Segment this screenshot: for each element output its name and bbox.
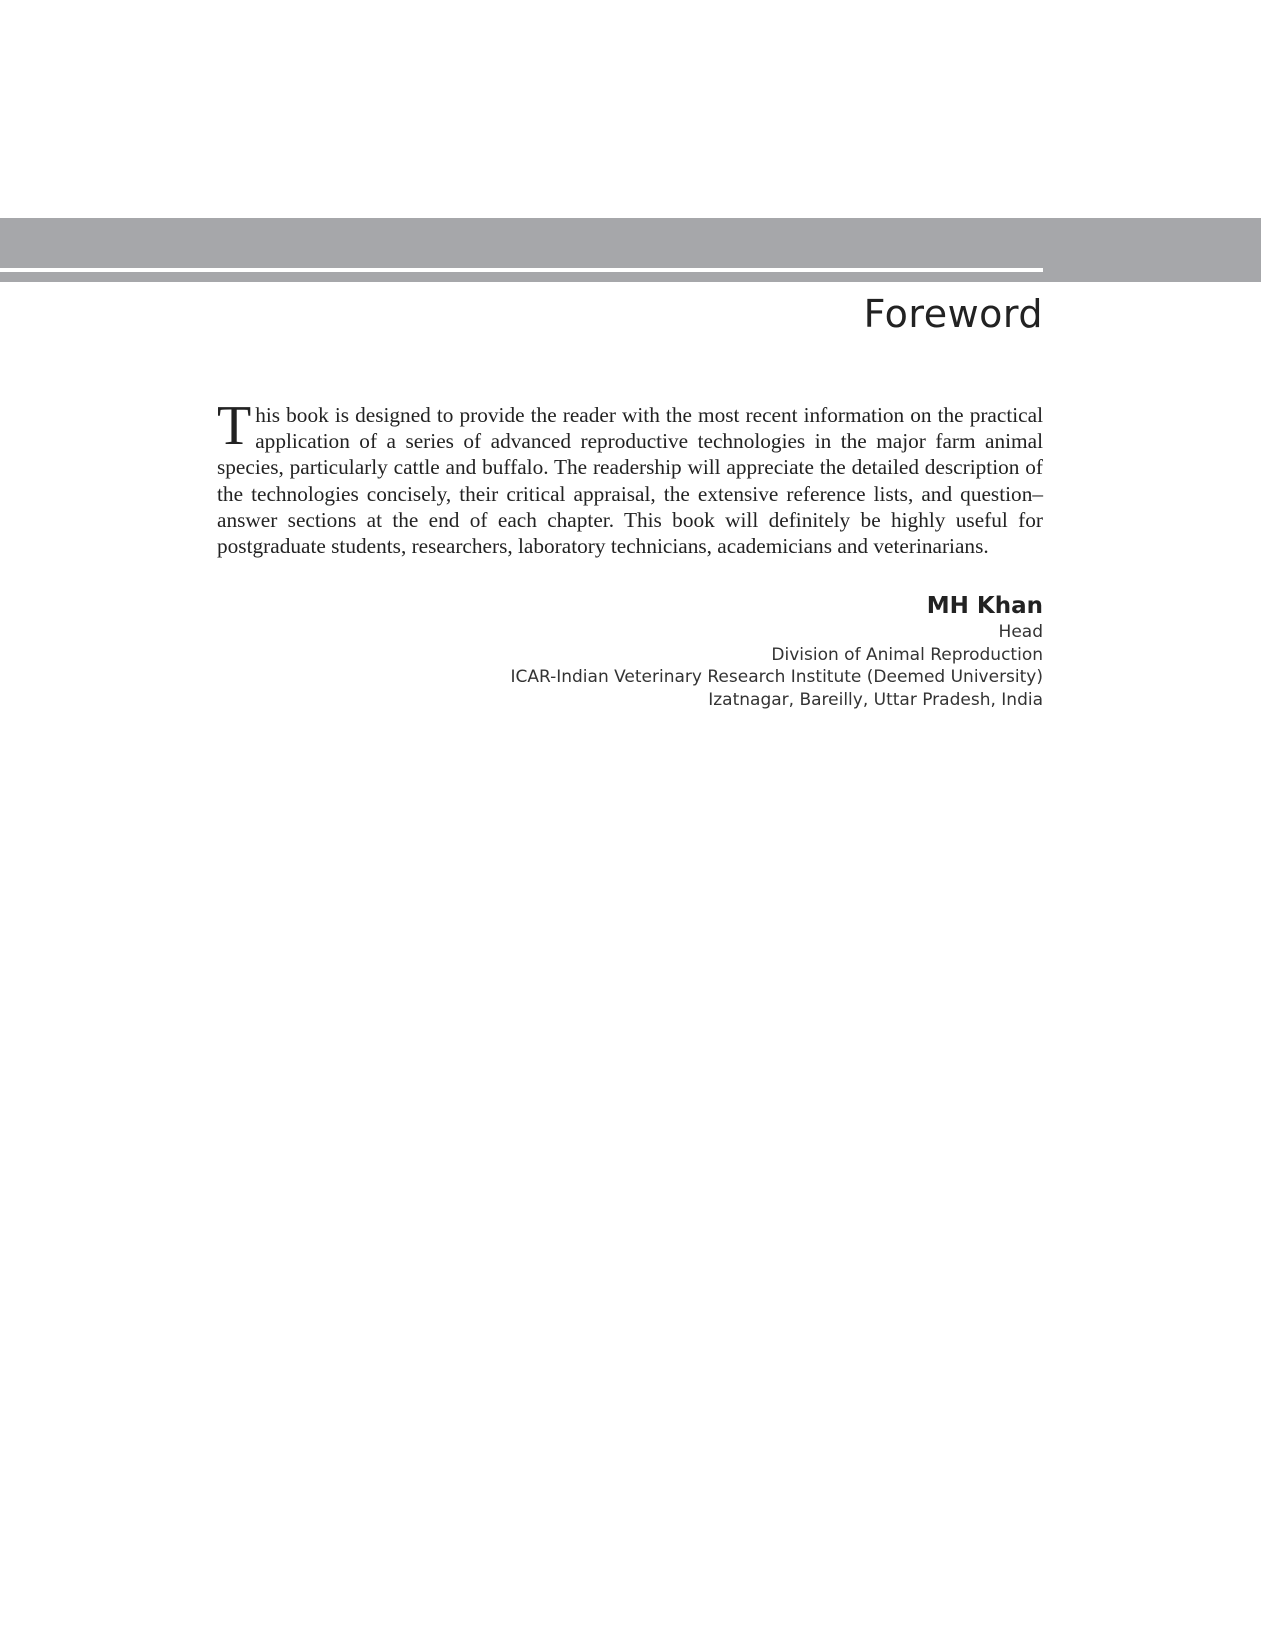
page-title: Foreword xyxy=(863,292,1043,336)
header-rule xyxy=(0,268,1043,272)
author-name: MH Khan xyxy=(926,593,1043,619)
header-band xyxy=(0,218,1261,282)
foreword-paragraph xyxy=(217,395,1043,559)
author-title: Head xyxy=(998,622,1043,642)
author-division: Division of Animal Reproduction xyxy=(771,644,1043,665)
drop-cap: T xyxy=(217,395,252,457)
author-institute: ICAR-Indian Veterinary Research Institute (Deemed University) xyxy=(510,667,1043,687)
signature-block xyxy=(510,591,1043,711)
author-location: Izatnagar, Bareilly, Uttar Pradesh, India xyxy=(708,689,1043,710)
foreword-body: his book is designed to provide the reader with the most recent information on the practical application of a series of advanced reproductive technologies in the major farm animal species, particularly cattle and buffalo. The readership will appreciate the detailed description of the technologies concisely, their critical appraisal, the extensive reference lists, and question–answer sections at the end of each chapter. This book will definitely be highly useful for postgraduate students, researchers, laboratory technicians, academicians and veterinarians. xyxy=(217,403,1043,559)
